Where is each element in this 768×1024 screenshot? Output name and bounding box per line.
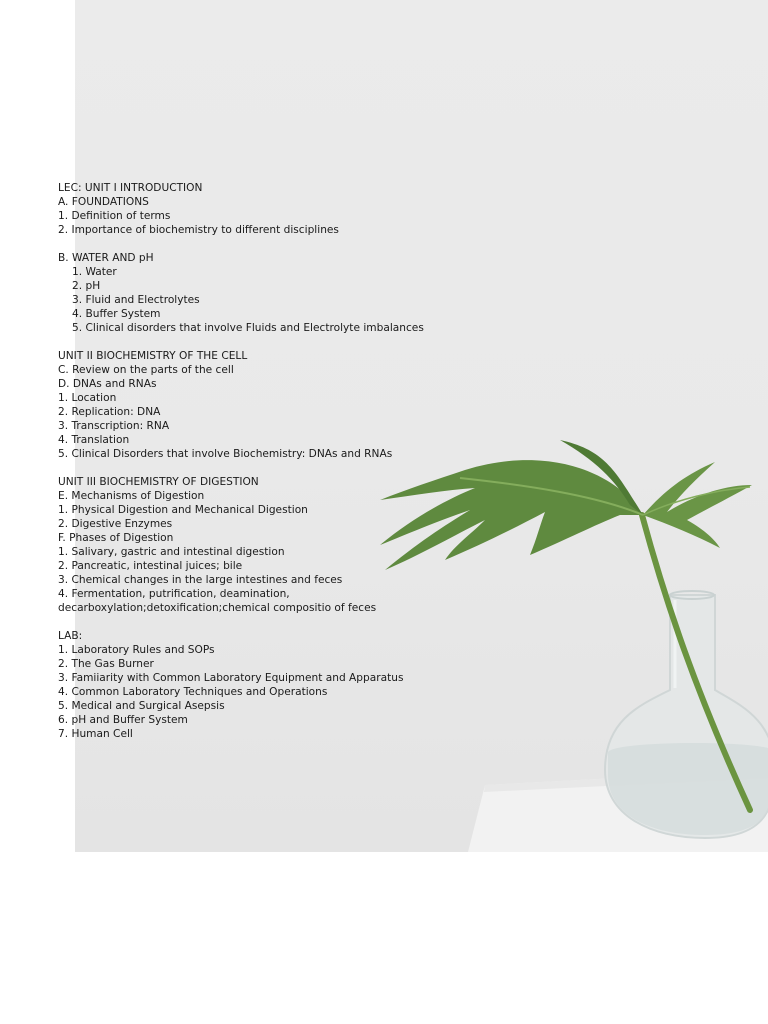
outline-line: 1. Definition of terms bbox=[58, 210, 171, 222]
outline-line: 1. Water bbox=[72, 266, 117, 278]
outline-line: A. FOUNDATIONS bbox=[58, 196, 149, 208]
outline-line: 4. Common Laboratory Techniques and Operations bbox=[58, 686, 328, 698]
outline-line: 1. Salivary, gastric and intestinal digestion bbox=[58, 546, 285, 558]
outline-line: decarboxylation;detoxification;chemical compositio of feces bbox=[58, 602, 377, 614]
outline-line: 5. Clinical disorders that involve Fluids and Electrolyte imbalances bbox=[72, 322, 424, 334]
monstera-leaf bbox=[380, 440, 752, 570]
outline-line: 3. Famiiarity with Common Laboratory Equipment and Apparatus bbox=[58, 672, 404, 684]
outline-line: 6. pH and Buffer System bbox=[58, 714, 188, 726]
outline-line: LAB: bbox=[58, 630, 83, 642]
outline-line: 3. Fluid and Electrolytes bbox=[72, 294, 200, 306]
blank-line bbox=[58, 335, 424, 349]
outline-line: 4. Translation bbox=[58, 434, 130, 446]
outline-line: 5. Clinical Disorders that involve Biochemistry: DNAs and RNAs bbox=[58, 448, 393, 460]
outline-line: C. Review on the parts of the cell bbox=[58, 364, 234, 376]
outline-line: 2. Replication: DNA bbox=[58, 406, 161, 418]
outline-line: B. WATER AND pH bbox=[58, 252, 154, 264]
outline-line: 2. Pancreatic, intestinal juices; bile bbox=[58, 560, 243, 572]
outline-line: LEC: UNIT I INTRODUCTION bbox=[58, 182, 203, 194]
outline-line: 4. Buffer System bbox=[72, 308, 161, 320]
outline-line: 3. Chemical changes in the large intestines and feces bbox=[58, 574, 343, 586]
outline-line: D. DNAs and RNAs bbox=[58, 378, 157, 390]
outline-line: 2. pH bbox=[72, 280, 101, 292]
outline-line: 7. Human Cell bbox=[58, 728, 133, 740]
outline-line: 5. Medical and Surgical Asepsis bbox=[58, 700, 225, 712]
outline-line: 4. Fermentation, putrification, deamination, bbox=[58, 588, 290, 600]
outline-line: 2. Importance of biochemistry to different disciplines bbox=[58, 224, 339, 236]
blank-line bbox=[58, 461, 424, 475]
course-outline bbox=[58, 181, 424, 741]
outline-line: UNIT III BIOCHEMISTRY OF DIGESTION bbox=[58, 476, 259, 488]
outline-line: 2. The Gas Burner bbox=[58, 658, 154, 670]
outline-line: F. Phases of Digestion bbox=[58, 532, 174, 544]
outline-line: UNIT II BIOCHEMISTRY OF THE CELL bbox=[58, 350, 248, 362]
outline-line: 3. Transcription: RNA bbox=[58, 420, 170, 432]
outline-line: E. Mechanisms of Digestion bbox=[58, 490, 205, 502]
outline-line: 1. Laboratory Rules and SOPs bbox=[58, 644, 215, 656]
outline-line: 2. Digestive Enzymes bbox=[58, 518, 173, 530]
blank-line bbox=[58, 615, 424, 629]
outline-line: 1. Location bbox=[58, 392, 117, 404]
outline-line: 1. Physical Digestion and Mechanical Digestion bbox=[58, 504, 308, 516]
blank-line bbox=[58, 237, 424, 251]
